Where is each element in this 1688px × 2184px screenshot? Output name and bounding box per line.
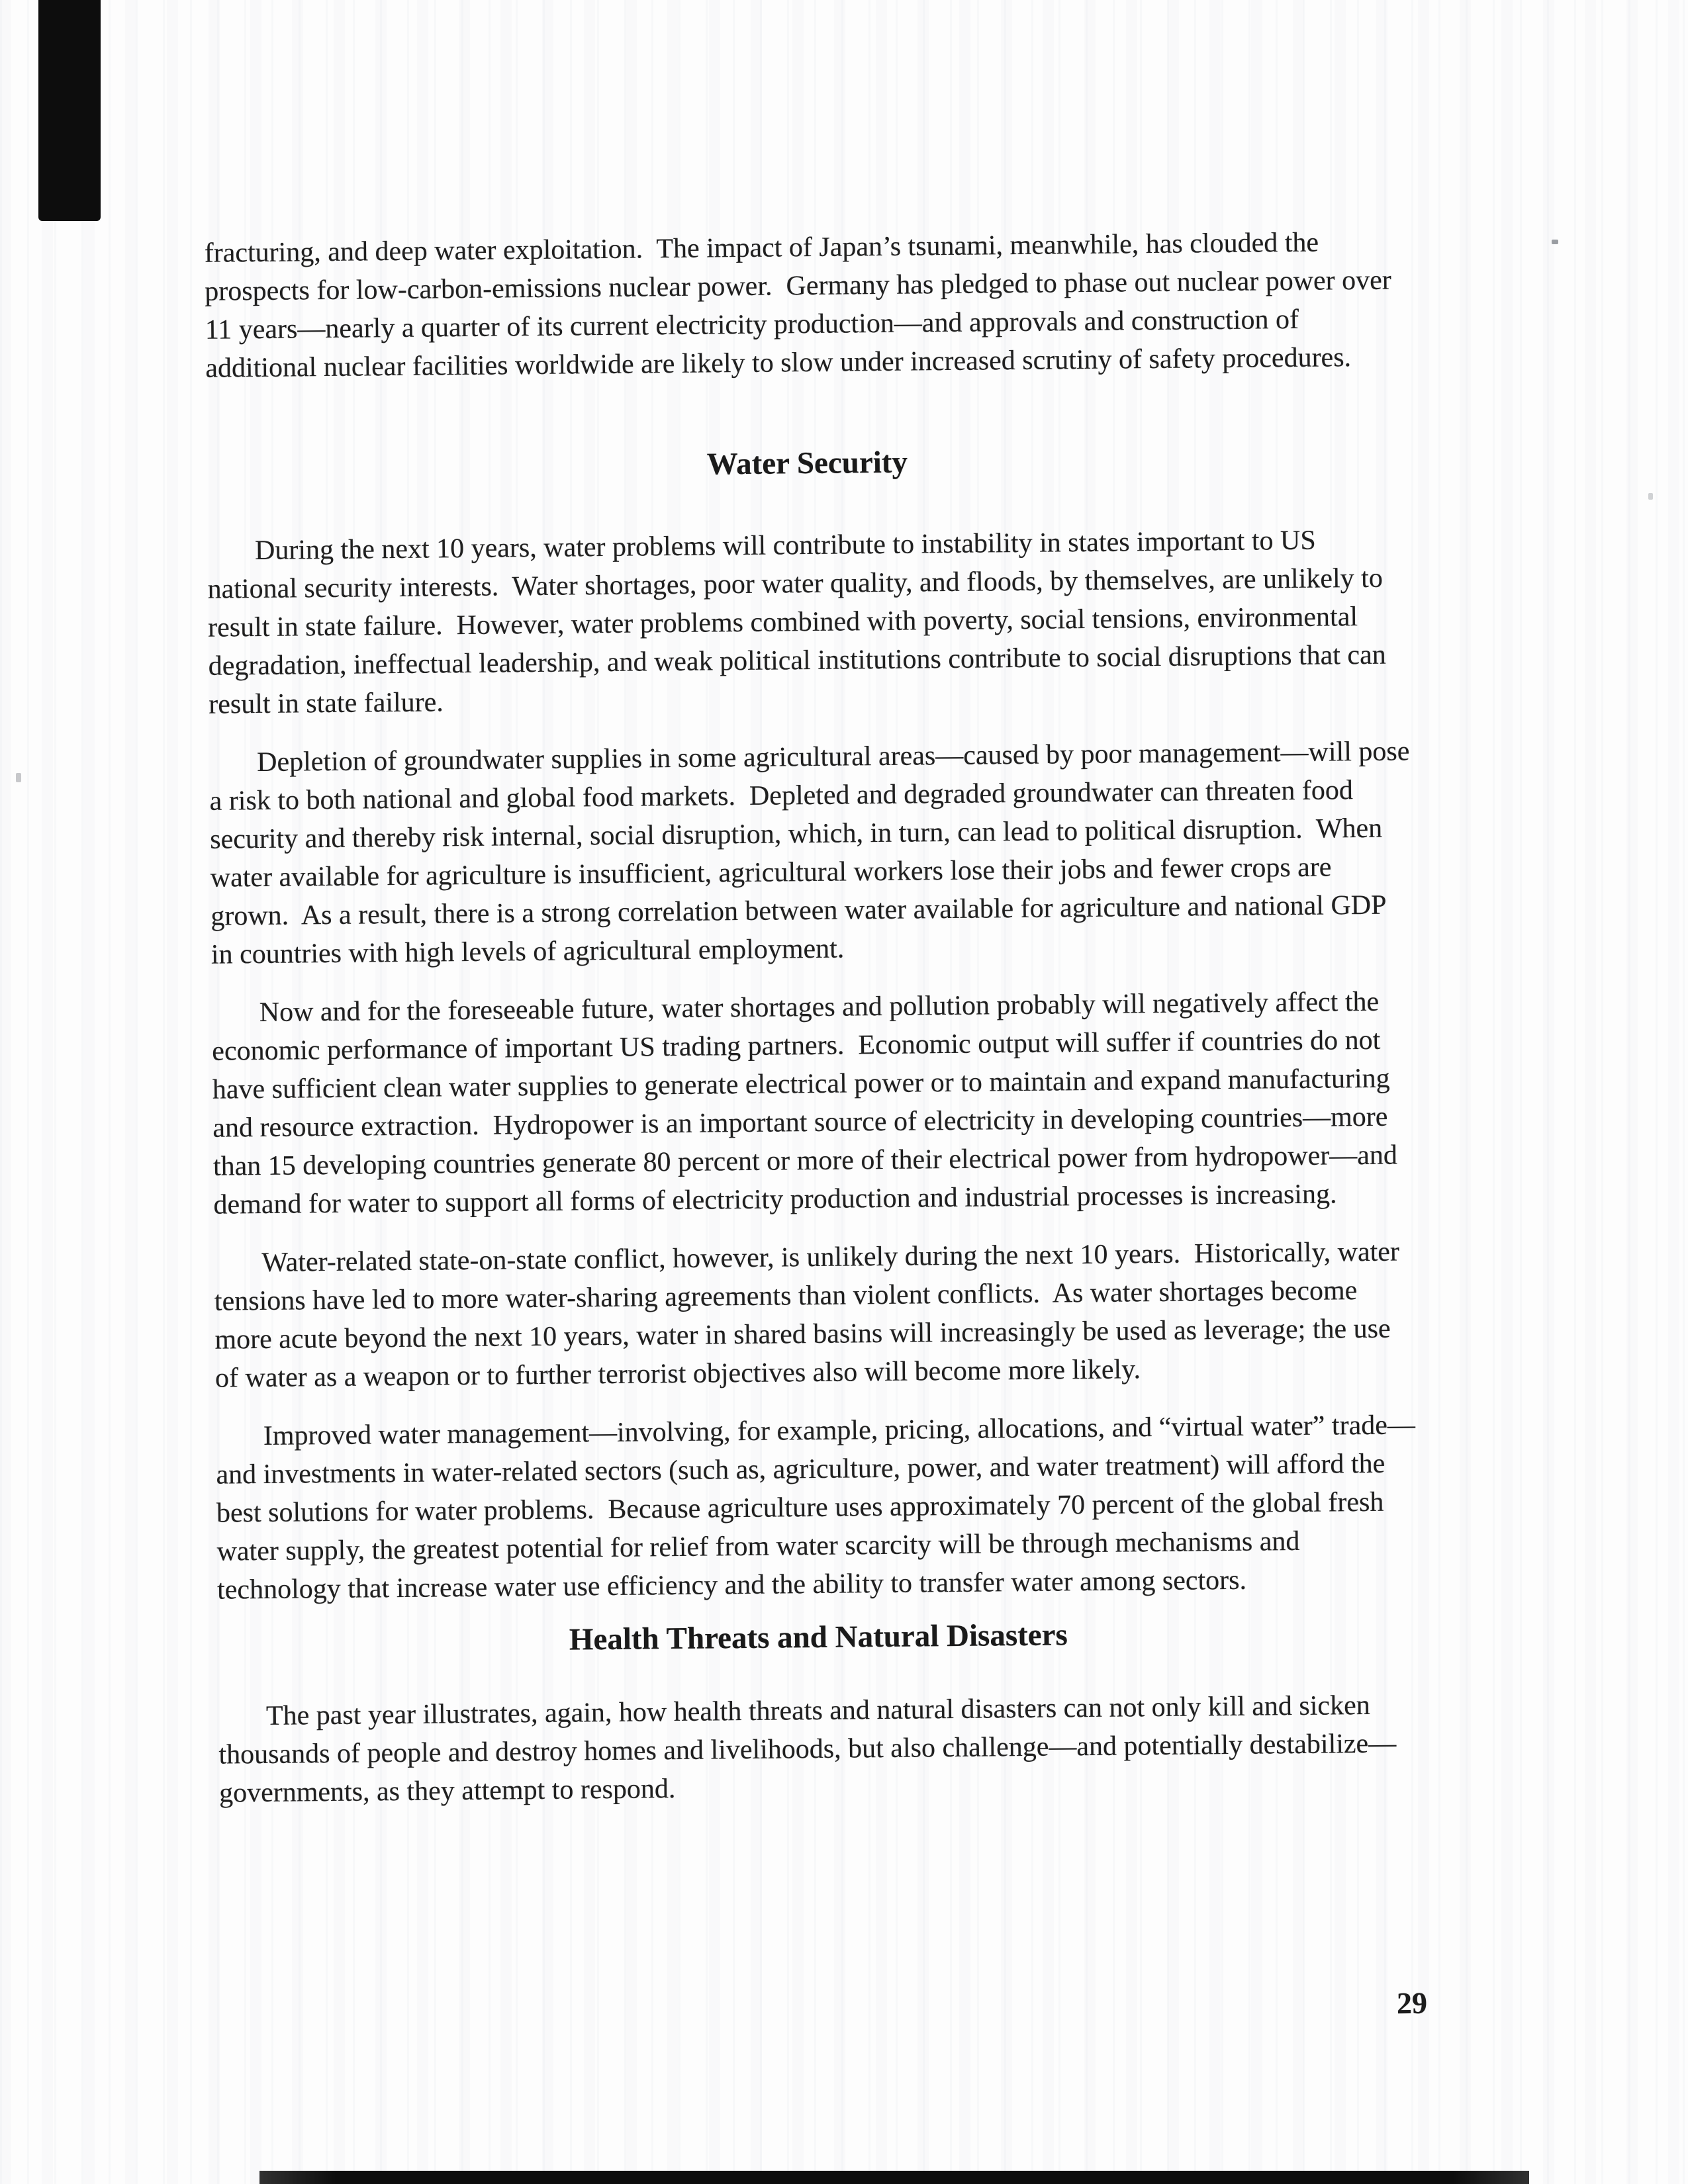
paragraph: The past year illustrates, again, how health threats and natural disasters can not only kill and sicken thousands of people and destroy homes and livelihoods, but also challenge—and potentially destabilize—governments, as they attempt to respond. [218,1690,1397,1809]
section-heading: Water Security [706,445,908,482]
paragraph: Depletion of groundwater supplies in some agricultural areas—caused by poor management—will pose a risk to both national and global food markets. Depleted and degraded groundwater can threaten food security and thereby risk internal, social disruption, which, in turn, can lead to political disruption. When water available for agriculture is insufficient, agricultural workers lose their jobs and fewer crops are grown. As a result, there is a strong correlation between water available for agriculture and national GDP in countries with high levels of agricultural employment. [209,736,1417,970]
page-number: 29 [1396,1985,1428,2021]
paragraph: fracturing, and deep water exploitation. The impact of Japan’s tsunami, meanwhile, has clouded the prospects for low-carbon-emissions nuclear power. Germany has pledged to phase out nuclear power over 11 years—nearly a quarter of its current electricity production—and approvals and construction of additional nuclear facilities worldwide are likely to slow under increased scrutiny of safety procedures. [204,227,1399,384]
paragraph: During the next 10 years, water problems will contribute to instability in states important to US national security interests. Water shortages, poor water quality, and floods, by themselves, are unlikely to result in state failure. However, water problems combined with poverty, social tensions, environmental degradation, ineffectual leadership, and weak political institutions contribute to social disruptions that can result in state failure. [207,525,1393,720]
paragraph: Water-related state-on-state conflict, however, is unlikely during the next 10 years. Historically, water tensions have led to more water-sharing agreements than violent conflicts. As water shortages become more acute beyond the next 10 years, water in shared basins will increasingly be used as leverage; the use of water as a weapon or to further terrorist objectives also will become more likely. [214,1236,1407,1394]
paragraph: Now and for the foreseeable future, water shortages and pollution probably will negatively affect the economic performance of important US trading partners. Economic output will suffer if countries do not have sufficient clean water supplies to generate electrical power or to maintain and expand manufacturing and resource extraction. Hydropower is an important source of electricity in developing countries—more than 15 developing countries generate 80 percent or more of their electrical power from hydropower—and demand for water to support all forms of electricity production and industrial processes is increasing. [212,986,1405,1220]
scan-speck [16,773,21,782]
page-content [204,222,1421,1832]
scan-artifact-bottom-bar [259,2171,1529,2184]
scan-artifact-left-bar [38,0,101,221]
section-heading: Health Threats and Natural Disasters [569,1617,1068,1657]
scan-speck [1648,493,1653,500]
paragraph: Improved water management—involving, for example, pricing, allocations, and “virtual water” trade—and investments in water-related sectors (such as, agriculture, power, and water treatment) will afford the best solutions for water problems. Because agriculture uses approximately 70 percent of the global fresh water supply, the greatest potential for relief from water scarcity will be through mechanisms and technology that increase water use efficiency and the ability to transfer water among sectors. [216,1410,1416,1606]
scan-speck [1552,240,1558,244]
